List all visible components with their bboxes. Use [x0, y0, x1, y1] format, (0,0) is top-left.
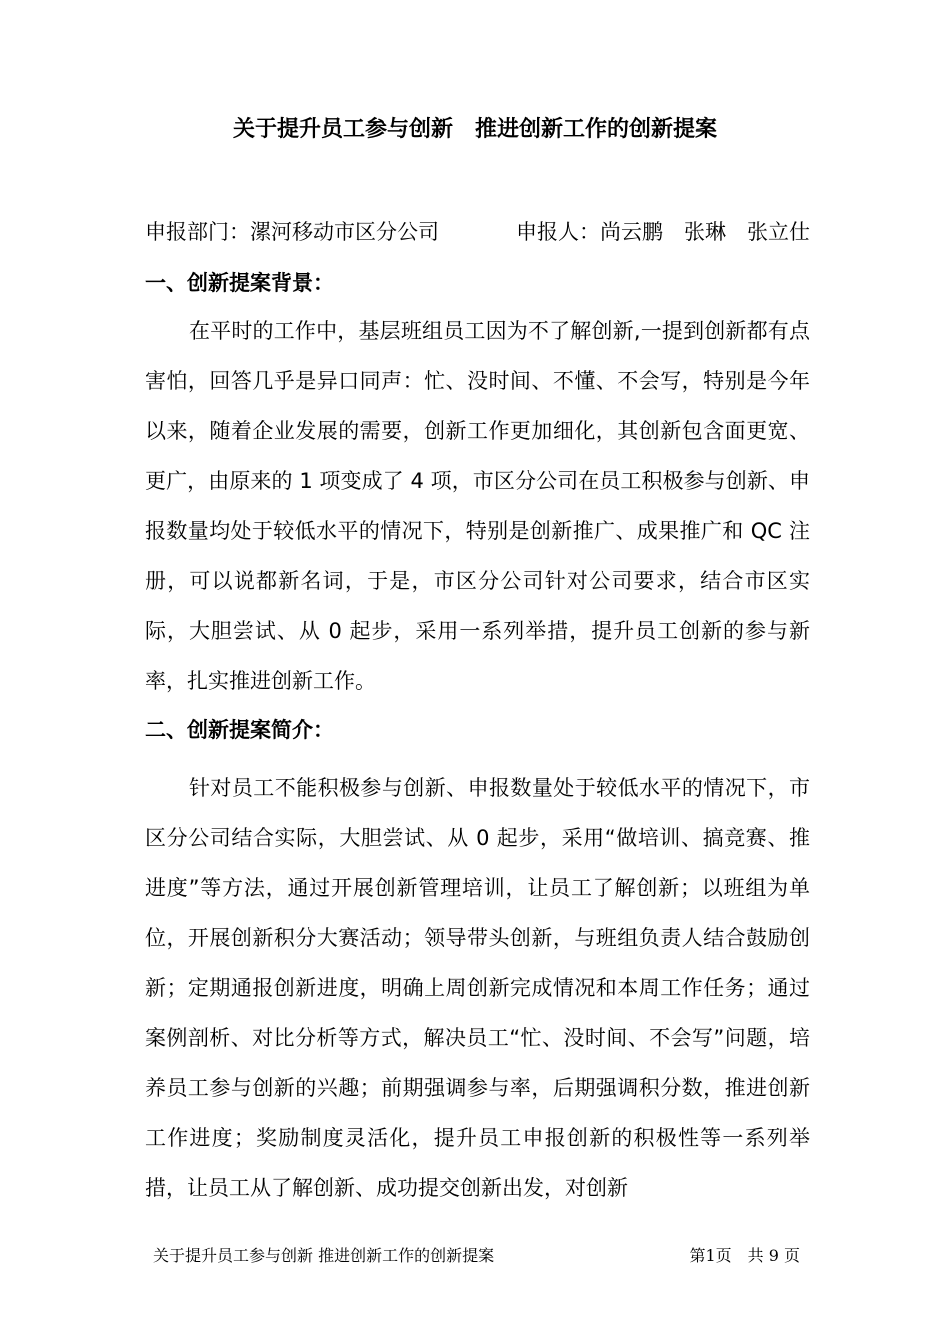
department-field: 申报部门：漯河移动市区分公司 — [145, 220, 439, 244]
page-number: 第1页 共 9 页 — [689, 1246, 800, 1265]
section-paragraph-summary: 针对员工不能积极参与创新、申报数量处于较低水平的情况下，市区分公司结合实际，大胆尝试、从 0 起步，采用“做培训、搞竞赛、推进度”等方法，通过开展创新管理培训，让员工了解创新；以班组为单位，开展创新积分大赛活动；领导带头创新，与班组负责人结合鼓励创新；定期通报创新进度，明确上周创新完成情况和本周工作任务；通过案例剖析、对比分析等方式，解决员工“忙、没时间、不会写”问题，培养员工参与创新的兴趣；前期强调参与率，后期强调积分数，推进创新工作进度；奖励制度灵活化，提升员工申报创新的积极性等一系列举措，让员工从了解创新、成功提交创新出发，对创新 — [145, 776, 810, 1200]
reporter-field: 申报人：尚云鹏 张琳 张立仕 — [516, 220, 810, 244]
footer-title: 关于提升员工参与创新 推进创新工作的创新提案 — [153, 1246, 495, 1265]
report-meta — [145, 212, 810, 252]
section-heading-summary: 二、创新提案简介： — [145, 718, 334, 742]
section-heading-background: 一、创新提案背景： — [145, 271, 334, 295]
section-paragraph-background: 在平时的工作中，基层班组员工因为不了解创新,一提到创新都有点害怕，回答几乎是异口同声：忙、没时间、不懂、不会写，特别是今年以来，随着企业发展的需要，创新工作更加细化，其创新包含面更宽、更广，由原来的 1 项变成了 4 项，市区分公司在员工积极参与创新、申报数量均处于较低水平的情况下，特别是创新推广、成果推广和 QC 注册，可以说都新名词，于是，市区分公司针对公司要求，结合市区实际，大胆尝试、从 0 起步，采用一系列举措，提升员工创新的参与新率，扎实推进创新工作。 — [145, 319, 810, 693]
document-title: 关于提升员工参与创新 推进创新工作的创新提案 — [232, 117, 717, 142]
